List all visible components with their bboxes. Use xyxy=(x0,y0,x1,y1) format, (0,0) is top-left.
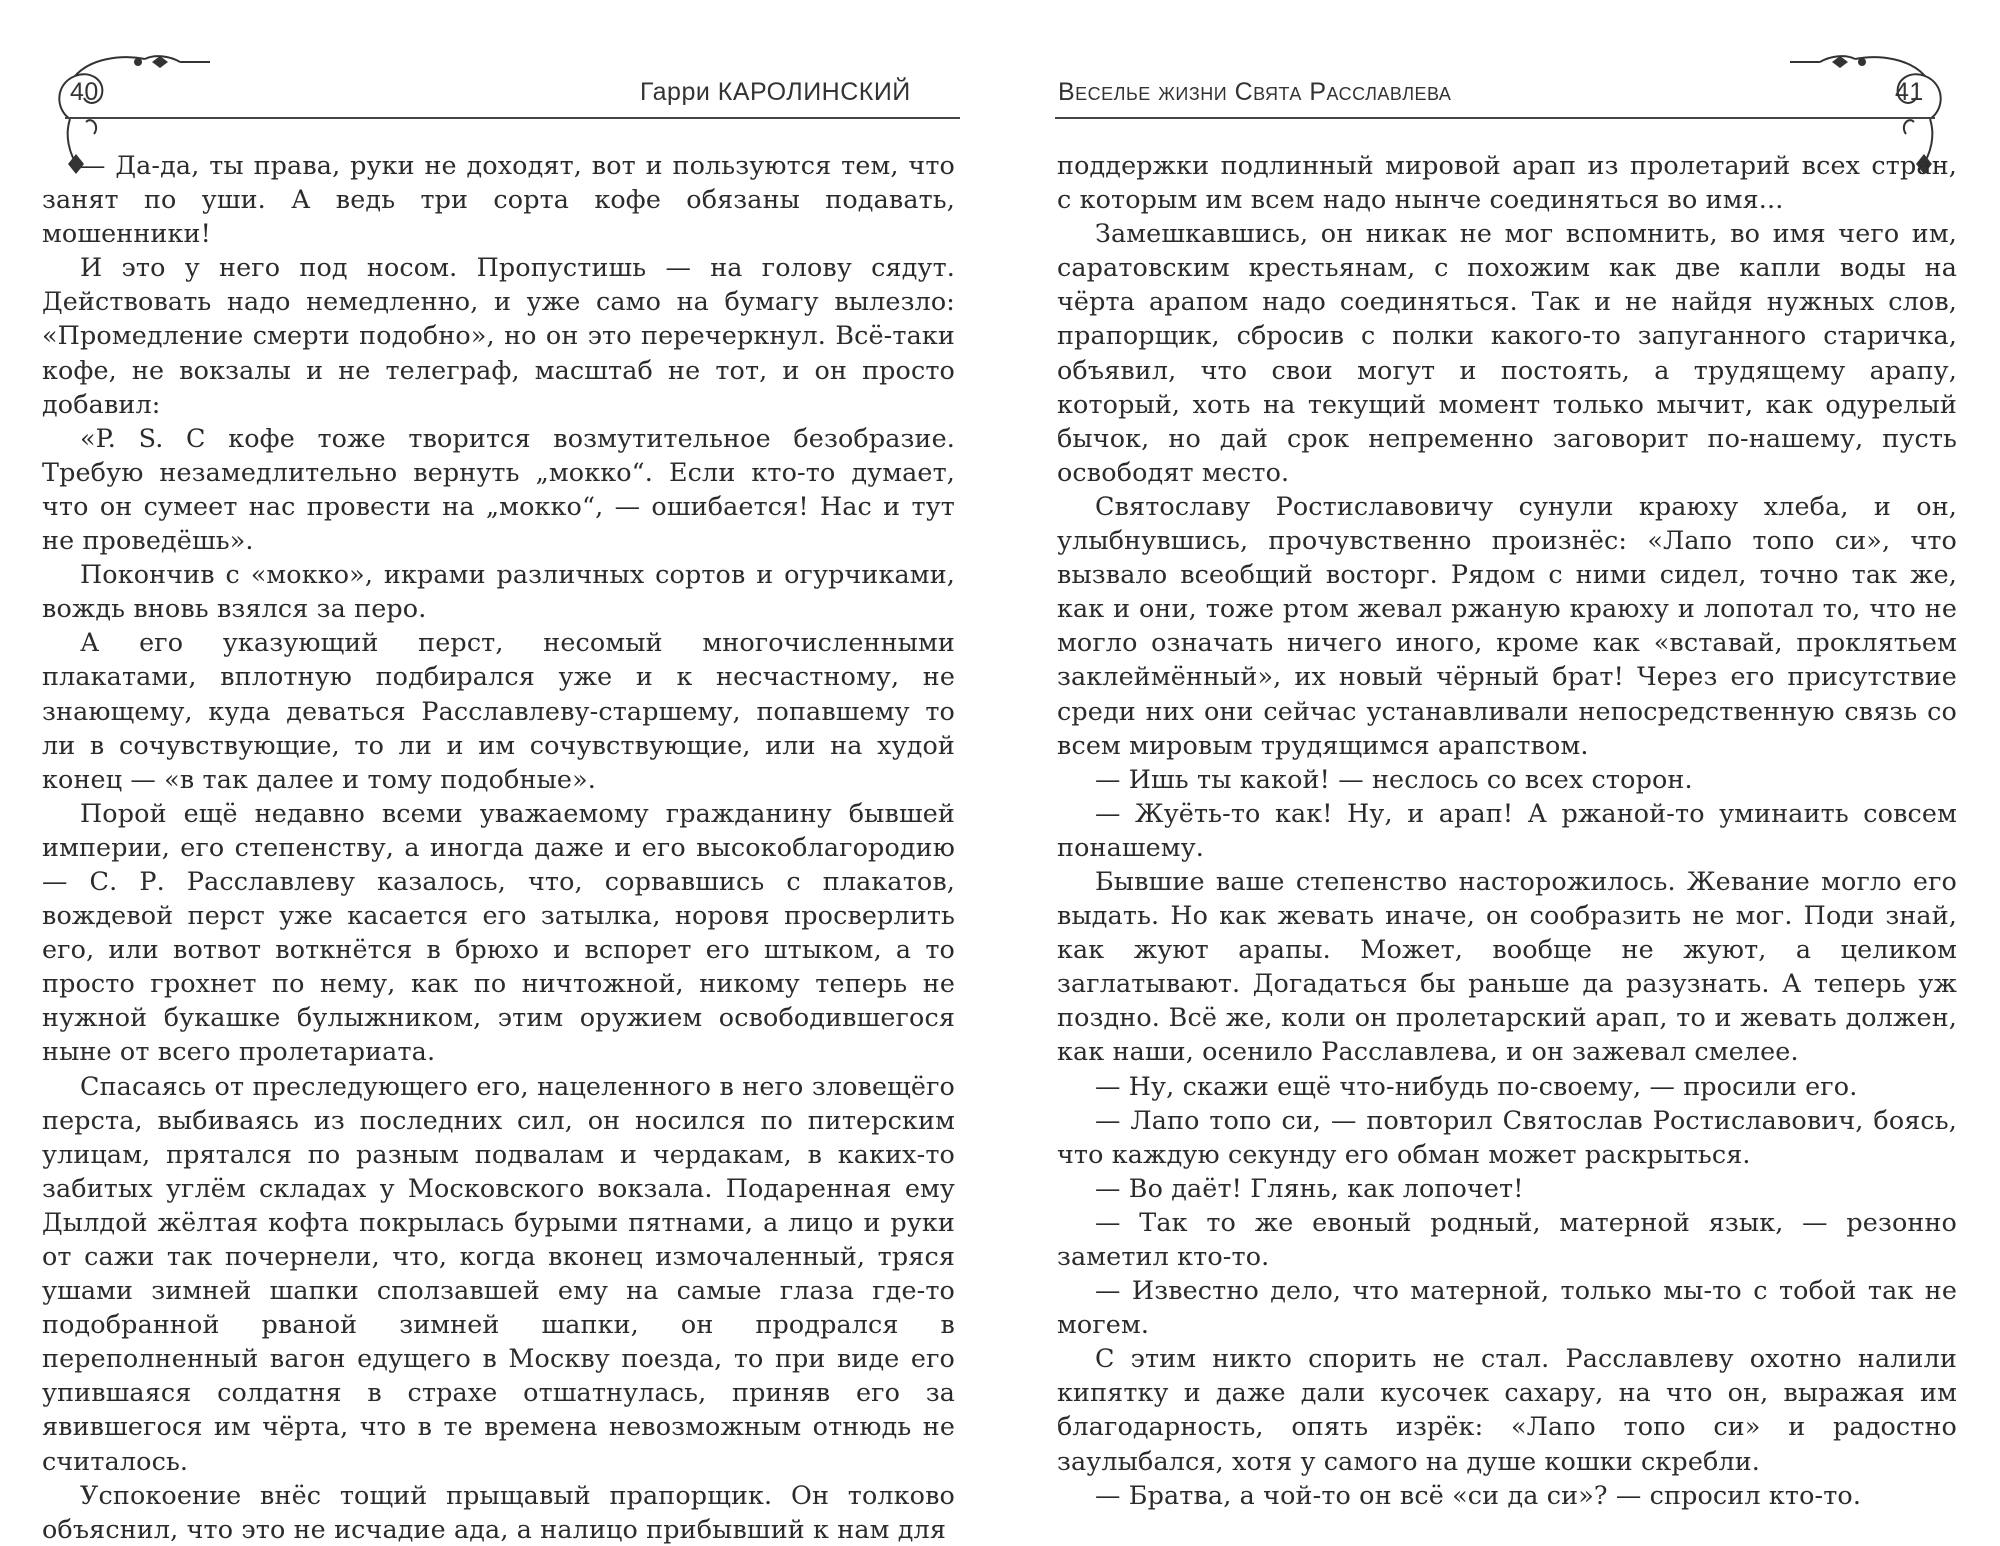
header-rule xyxy=(1055,117,1935,119)
page-number: 40 xyxy=(70,78,99,106)
paragraph: — Лапо топо си, — повторил Святослав Ростиславович, боясь, что каждую секунду его обман может раскрыться. xyxy=(1057,1104,1957,1169)
paragraph: — Во даёт! Глянь, как лопочет! xyxy=(1095,1172,1524,1203)
paragraph: Святославу Ростиславовичу сунули краюху хлеба, и он, улыбнувшись, прочувственно произнёс: «Лапо топо си», что вызвало всеобщий восторг. Рядом с ними сидел, точно так же, как и они, тоже ртом жевал ржаную краюху и лопотал то, что не могло означать ничего иного, кроме как «вставай, проклятьем заклеймённый», их новый чёрный брат! Через его присутствие среди них они сейчас устанавливали непосредственную связь со всем мировым трудящимся арапством. xyxy=(1057,490,1957,760)
running-head: Гарри КАРОЛИНСКИЙ xyxy=(640,78,911,106)
left-body-text xyxy=(42,148,955,1546)
paragraph: Покончив с «мокко», икрами различных сортов и огурчиками, вождь вновь взялся за перо. xyxy=(42,559,955,624)
header-rule xyxy=(65,117,960,119)
paragraph: — Да-да, ты права, руки не доходят, вот и пользуются тем, что занят по уши. А ведь три сорта кофе обязаны подавать, мошенники! xyxy=(42,150,955,249)
paragraph: «P. S. С кофе тоже творится возмутительное безобразие. Требую незамедлительно вернуть „мокко“. Если кто-то думает, что он сумеет нас провести на „мокко“, — ошибается! Нас и тут не проведёшь». xyxy=(42,422,955,556)
right-page xyxy=(1000,0,2000,1530)
paragraph: А его указующий перст, несомый многочисленными плакатами, вплотную подбирался уже и к несчастному, не знающему, куда деваться Расславлеву-старшему, попавшему то ли в сочувствующие, то ли и им сочувствующие, или на худой конец — «в так далее и тому подобные». xyxy=(42,627,955,794)
paragraph: — Известно дело, что матерной, только мы-то с тобой так не могем. xyxy=(1057,1275,1957,1340)
paragraph: — Братва, а чой-то он всё «си да си»? — спросил кто-то. xyxy=(1095,1479,1862,1510)
running-head: Веселье жизни Свята Расславлева xyxy=(1058,78,1452,106)
left-page xyxy=(0,0,1000,1544)
page-number: 41 xyxy=(1895,78,1924,106)
paragraph: И это у него под носом. Пропустишь — на голову сядут. Действовать надо немедленно, и уже само на бумагу вылезло: «Промедление смерти подобно», но он это перечеркнул. Всё-таки кофе, не вокзалы и не телеграф, масштаб не тот, и он просто добавил: xyxy=(42,252,955,419)
paragraph: — Ну, скажи ещё что-нибудь по-своему, — просили его. xyxy=(1095,1070,1858,1101)
paragraph: Бывшие ваше степенство насторожилось. Жевание могло его выдать. Но как жевать иначе, он сообразить не мог. Поди знай, как жуют арапы. Может, вообще не жуют, а целиком заглатывают. Догадаться бы раньше да разузнать. А теперь уж поздно. Всё же, коли он пролетарский арап, то и жевать должен, как наши, осенило Расславлева, и он зажевал смелее. xyxy=(1057,865,1957,1067)
right-body-text xyxy=(1057,148,1957,1512)
paragraph: — Ишь ты какой! — неслось со всех сторон. xyxy=(1095,763,1693,794)
paragraph: С этим никто спорить не стал. Расславлеву охотно налили кипятку и даже дали кусочек сахару, на что он, выражая им благодарность, опять изрёк: «Лапо топо си» и радостно заулыбался, хотя у самого на душе кошки скребли. xyxy=(1057,1343,1957,1476)
paragraph: — Так то же евоный родный, матерной язык, — резонно заметил кто-то. xyxy=(1057,1206,1957,1271)
paragraph: поддержки подлинный мировой арап из пролетарий всех стран, с которым им всем надо нынче соединяться во имя... xyxy=(1057,150,1957,215)
paragraph: Замешкавшись, он никак не мог вспомнить, во имя чего им, саратовским крестьянам, с похожим как две капли воды на чёрта арапом надо соединяться. Так и не найдя нужных слов, прапорщик, сбросив с полки какого-то запуганного старичка, объявил, что свои могут и постоять, а трудящему арапу, который, хоть на текущий момент только мычит, как одурелый бычок, но дай срок непременно заговорит по-нашему, пусть освободят место. xyxy=(1057,218,1957,487)
paragraph: Успокоение внёс тощий прыщавый прапорщик. Он толково объяснил, что это не исчадие ада, а налицо прибывший к нам для xyxy=(42,1479,955,1544)
paragraph: — Жуёть-то как! Ну, и арап! А ржаной-то уминаить совсем понашему. xyxy=(1057,797,1957,862)
paragraph: Спасаясь от преследующего его, нацеленного в него зловещёго перста, выбиваясь из последних сил, он носился по питерским улицам, прятался по разным подвалам и чердакам, в каких-то забитых углём складах у Московского вокзала. Подаренная ему Дылдой жёлтая кофта покрылась бурыми пятнами, а лицо и руки от сажи так почернели, что, когда вконец измочаленный, тряся ушами зимней шапки сползавшей ему на самые глаза где-то подобранной рваной зимней шапки, он продрался в переполненный вагон едущего в Москву поезда, то при виде его упившаяся солдатня в страхе отшатнулась, приняв его за явившегося им чёрта, что в те времена невозможным отнюдь не считалось. xyxy=(42,1070,955,1476)
paragraph: Порой ещё недавно всеми уважаемому гражданину бывшей империи, его степенству, а иногда даже и его высокоблагородию — С. Р. Расславлеву казалось, что, сорвавшись с плакатов, вождевой перст уже касается его затылка, норовя просверлить его, или вотвот воткнётся в брюхо и вспорет его штыком, а то просто грохнет по нему, как по ничтожной, никому теперь не нужной букашке булыжником, этим оружием освободившегося ныне от всего пролетариата. xyxy=(42,797,955,1067)
